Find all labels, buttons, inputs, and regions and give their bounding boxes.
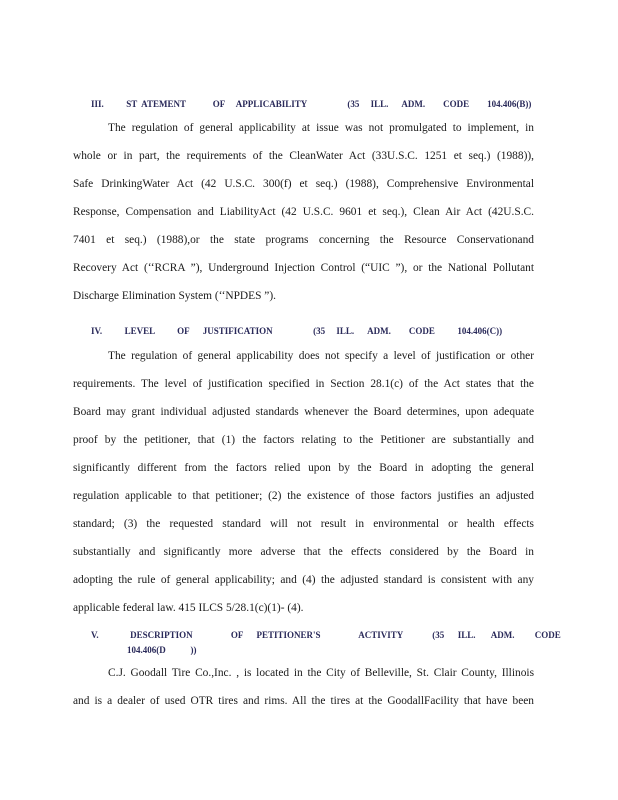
- paragraph-line: 7401 et seq.) (1988),or the state programs concerning the Resource Conservationand: [73, 234, 534, 246]
- paragraph-line: standard; (3) the requested standard will not result in environmental or health effects: [73, 518, 534, 530]
- section-heading-iv: IV. LEVEL OF JUSTIFICATION (35 ILL. ADM. CODE 104.406(C)): [91, 326, 503, 336]
- paragraph-line: substantially and significantly more adverse that the effects considered by the Board in: [73, 546, 534, 558]
- section-heading-iii: III. ST ATEMENT OF APPLICABILITY (35 ILL. ADM. CODE 104.406(B)): [91, 99, 532, 109]
- section-heading-v-continued: 104.406(D )): [127, 645, 197, 655]
- paragraph-line: adopting the rule of general applicability; and (4) the adjusted standard is consistent with any: [73, 574, 534, 586]
- paragraph-line: applicable federal law. 415 ILCS 5/28.1(c)(1)- (4).: [73, 602, 304, 614]
- paragraph-line: C.J. Goodall Tire Co.,Inc. , is located in the City of Belleville, St. Clair County, Illinois: [108, 667, 534, 679]
- paragraph-line: Safe DrinkingWater Act (42 U.S.C. 300(f) et seq.) (1988), Comprehensive Environmental: [73, 178, 534, 190]
- paragraph-line: The regulation of general applicability at issue was not promulgated to implement, in: [108, 122, 534, 134]
- section-heading-v: V. DESCRIPTION OF PETITIONER'S ACTIVITY (35 ILL. ADM. CODE: [91, 630, 561, 640]
- paragraph-line: The regulation of general applicability does not specify a level of justification or other: [108, 350, 534, 362]
- paragraph-line: proof by the petitioner, that (1) the factors relating to the Petitioner are substantially and: [73, 434, 534, 446]
- paragraph-line: Discharge Elimination System (‘‘NPDES ”).: [73, 290, 276, 302]
- paragraph-line: regulation applicable to that petitioner; (2) the existence of those factors justifies an adjusted: [73, 490, 534, 502]
- paragraph-line: whole or in part, the requirements of the CleanWater Act (33U.S.C. 1251 et seq.) (1988)),: [73, 150, 534, 162]
- paragraph-line: Recovery Act (‘‘RCRA ”), Underground Injection Control (“UIC ”), or the National Pollutant: [73, 262, 534, 274]
- paragraph-line: and is a dealer of used OTR tires and rims. All the tires at the GoodallFacility that have been: [73, 695, 534, 707]
- paragraph-line: Response, Compensation and LiabilityAct (42 U.S.C. 9601 et seq.), Clean Air Act (42U.S.C.: [73, 206, 534, 218]
- paragraph-line: requirements. The level of justification specified in Section 28.1(c) of the Act states that the: [73, 378, 534, 390]
- paragraph-line: significantly different from the factors relied upon by the Board in adopting the general: [73, 462, 534, 474]
- paragraph-line: Board may grant individual adjusted standards whenever the Board determines, upon adequate: [73, 406, 534, 418]
